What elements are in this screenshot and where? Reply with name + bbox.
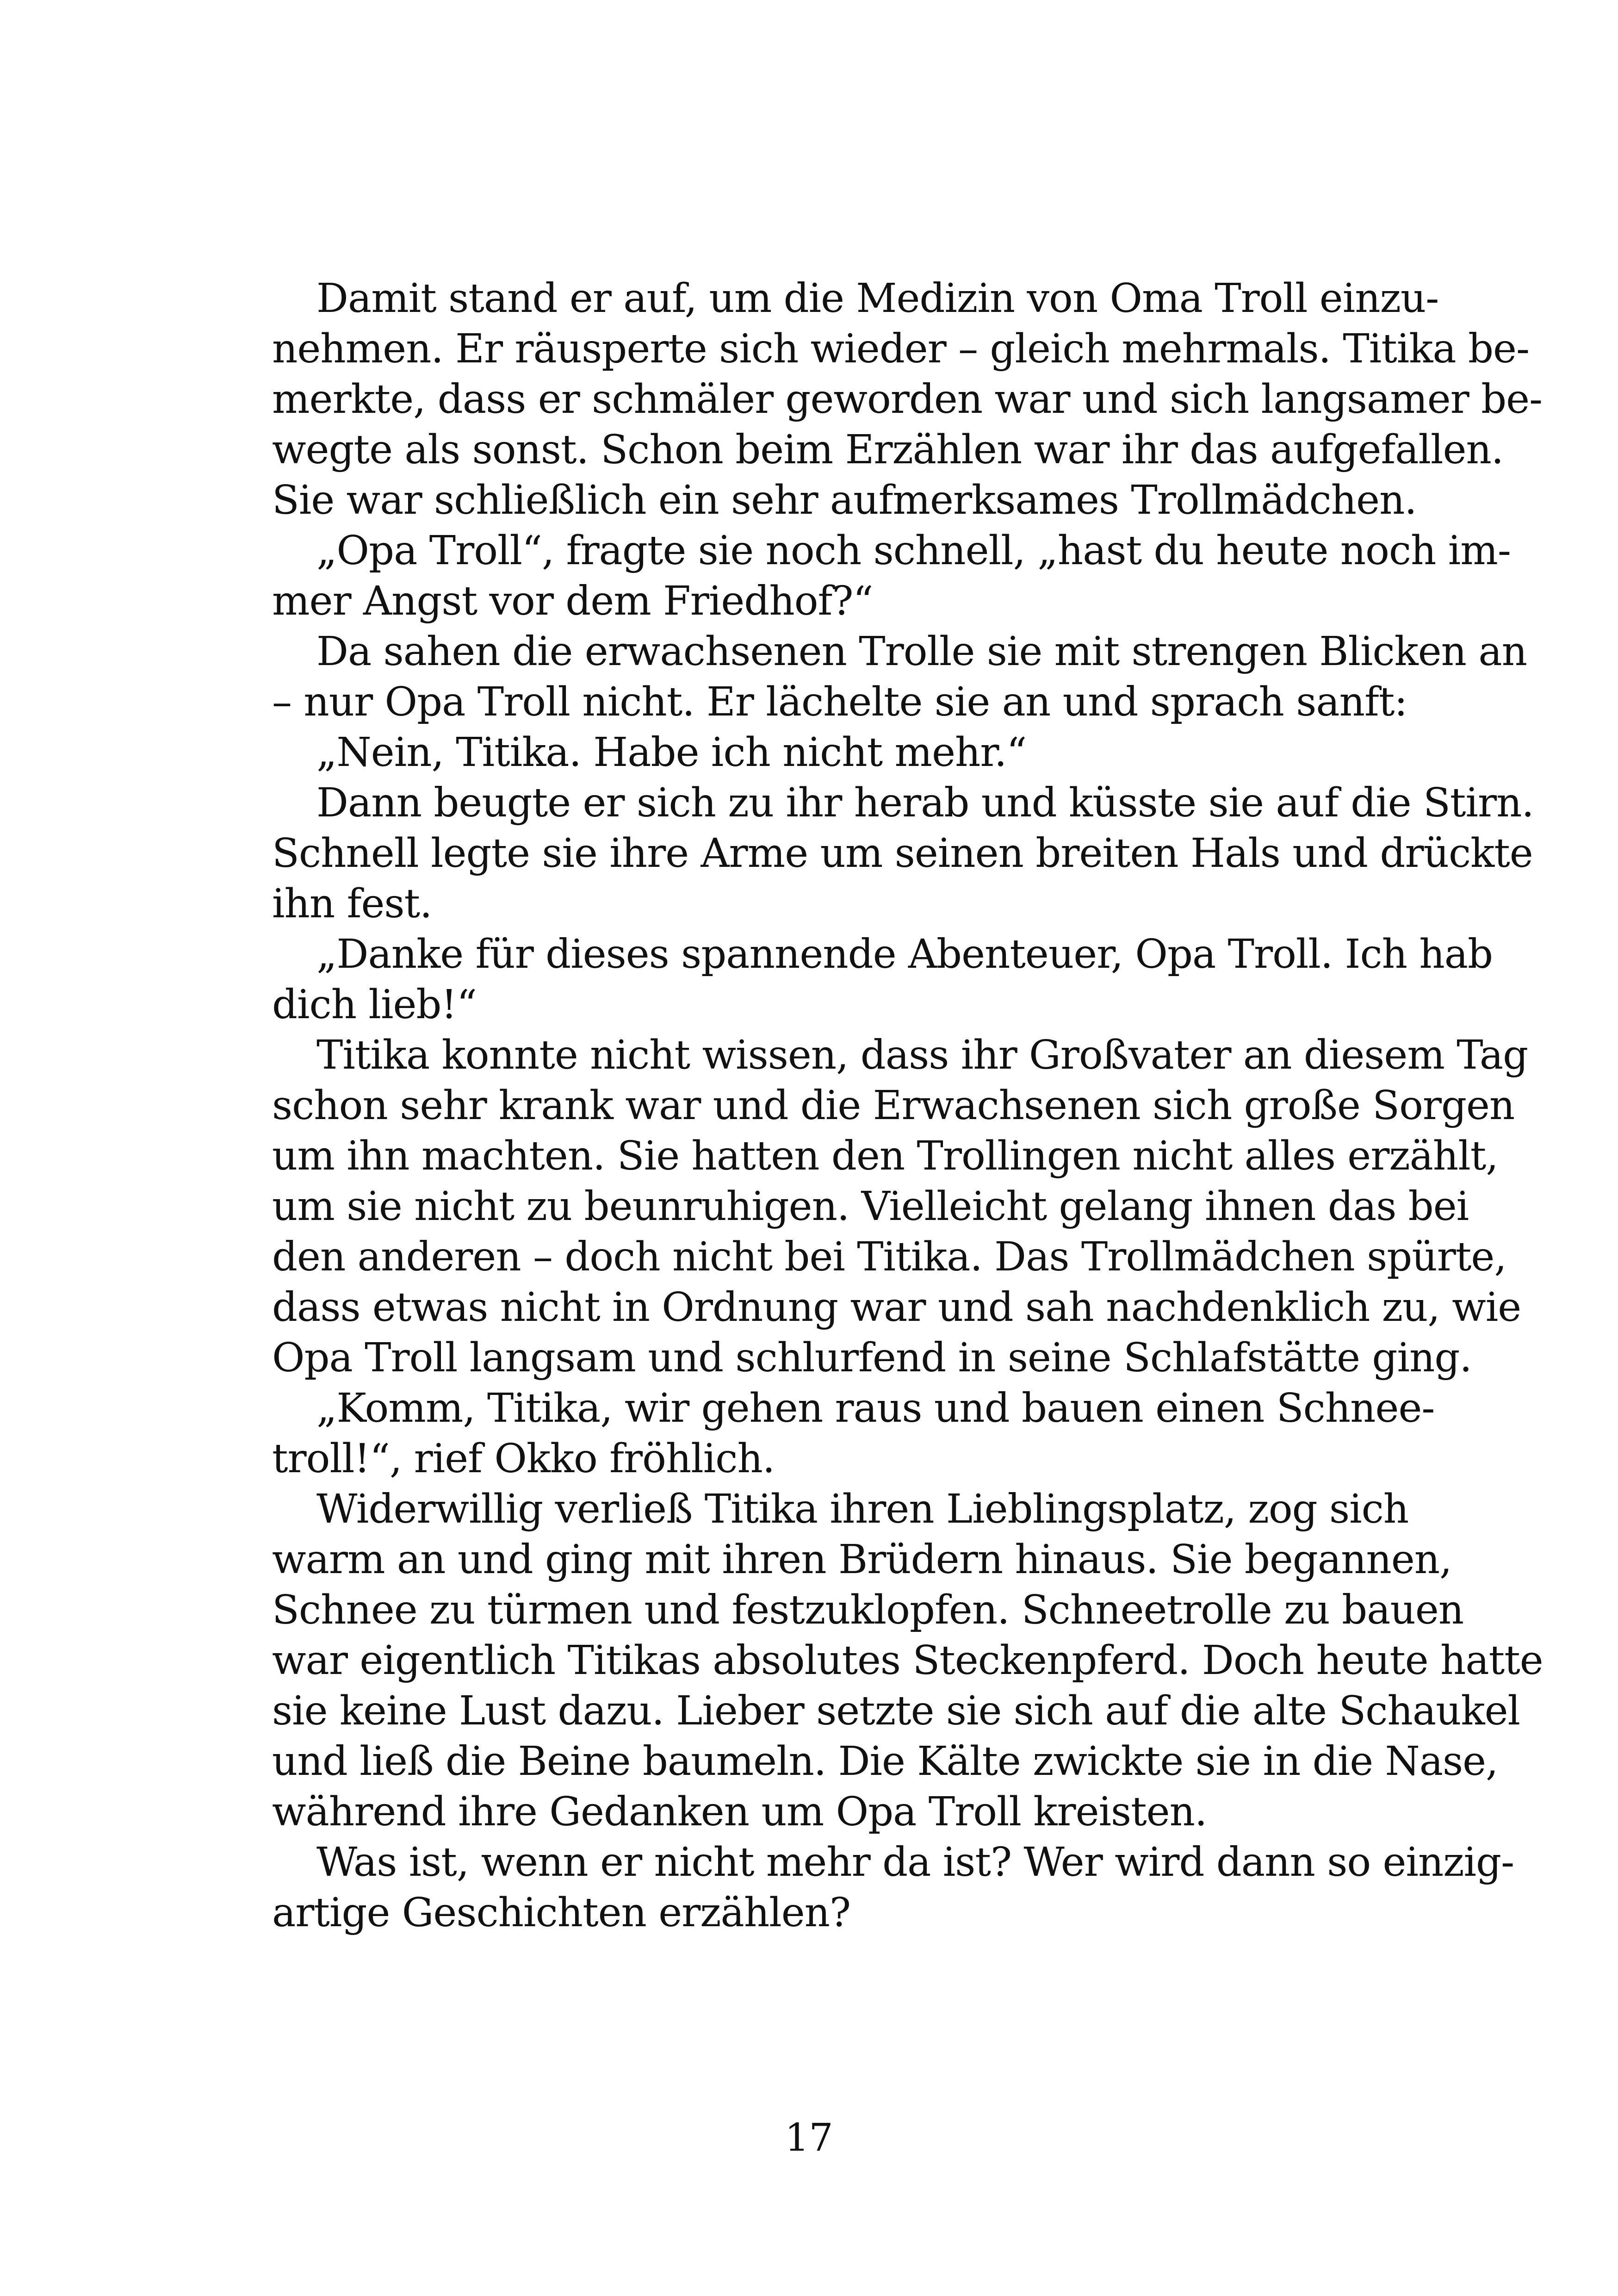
text-line: dich lieb!“: [272, 982, 477, 1028]
text-line: Damit stand er auf, um die Medizin von Oma Troll einzu-: [316, 275, 1439, 322]
text-line: Schnell legte sie ihre Arme um seinen breiten Hals und drückte: [272, 830, 1533, 877]
text-line: „Opa Troll“, fragte sie noch schnell, „hast du heute noch im-: [316, 528, 1511, 574]
text-line: Opa Troll langsam und schlurfend in seine Schlafstätte ging.: [272, 1335, 1472, 1381]
text-line: troll!“, rief Okko fröhlich.: [272, 1436, 775, 1482]
text-line: artige Geschichten erzählen?: [272, 1890, 851, 1936]
text-line: wegte als sonst. Schon beim Erzählen war ihr das aufgefallen.: [272, 427, 1504, 473]
text-line: den anderen – doch nicht bei Titika. Das Trollmädchen spürte,: [272, 1234, 1506, 1280]
text-line: mer Angst vor dem Friedhof?“: [272, 578, 873, 624]
text-line: um ihn machten. Sie hatten den Trollingen nicht alles erzählt,: [272, 1133, 1498, 1179]
body-text: [272, 274, 1543, 1938]
page-number: 17: [785, 2116, 833, 2160]
text-line: „Komm, Titika, wir gehen raus und bauen einen Schnee-: [316, 1385, 1435, 1431]
text-line: und ließ die Beine baumeln. Die Kälte zwickte sie in die Nase,: [272, 1738, 1498, 1785]
text-line: ihn fest.: [272, 881, 432, 927]
text-line: Titika konnte nicht wissen, dass ihr Großvater an diesem Tag: [316, 1032, 1528, 1078]
text-line: – nur Opa Troll nicht. Er lächelte sie an und sprach sanft:: [272, 679, 1407, 725]
text-line: schon sehr krank war und die Erwachsenen sich große Sorgen: [272, 1083, 1515, 1129]
text-line: „Danke für dieses spannende Abenteuer, Opa Troll. Ich hab: [316, 931, 1493, 977]
text-line: war eigentlich Titikas absolutes Steckenpferd. Doch heute hatte: [272, 1637, 1543, 1684]
text-line: Widerwillig verließ Titika ihren Lieblingsplatz, zog sich: [316, 1486, 1409, 1532]
text-line: Sie war schließlich ein sehr aufmerksames Trollmädchen.: [272, 477, 1417, 523]
text-line: dass etwas nicht in Ordnung war und sah nachdenklich zu, wie: [272, 1284, 1521, 1331]
text-line: merkte, dass er schmäler geworden war und sich langsamer be-: [272, 376, 1543, 423]
text-line: um sie nicht zu beunruhigen. Vielleicht gelang ihnen das bei: [272, 1183, 1469, 1230]
text-line: Dann beugte er sich zu ihr herab und küsste sie auf die Stirn.: [316, 780, 1534, 826]
text-line: während ihre Gedanken um Opa Troll kreisten.: [272, 1789, 1207, 1835]
text-line: Schnee zu türmen und festzuklopfen. Schneetrolle zu bauen: [272, 1587, 1464, 1633]
text-line: „Nein, Titika. Habe ich nicht mehr.“: [316, 729, 1027, 776]
text-line: warm an und ging mit ihren Brüdern hinaus. Sie begannen,: [272, 1537, 1452, 1583]
text-line: Was ist, wenn er nicht mehr da ist? Wer wird dann so einzig-: [316, 1839, 1514, 1885]
text-line: Da sahen die erwachsenen Trolle sie mit strengen Blicken an: [316, 628, 1527, 675]
text-line: sie keine Lust dazu. Lieber setzte sie sich auf die alte Schaukel: [272, 1688, 1520, 1734]
text-line: nehmen. Er räusperte sich wieder – gleich mehrmals. Titika be-: [272, 326, 1530, 372]
